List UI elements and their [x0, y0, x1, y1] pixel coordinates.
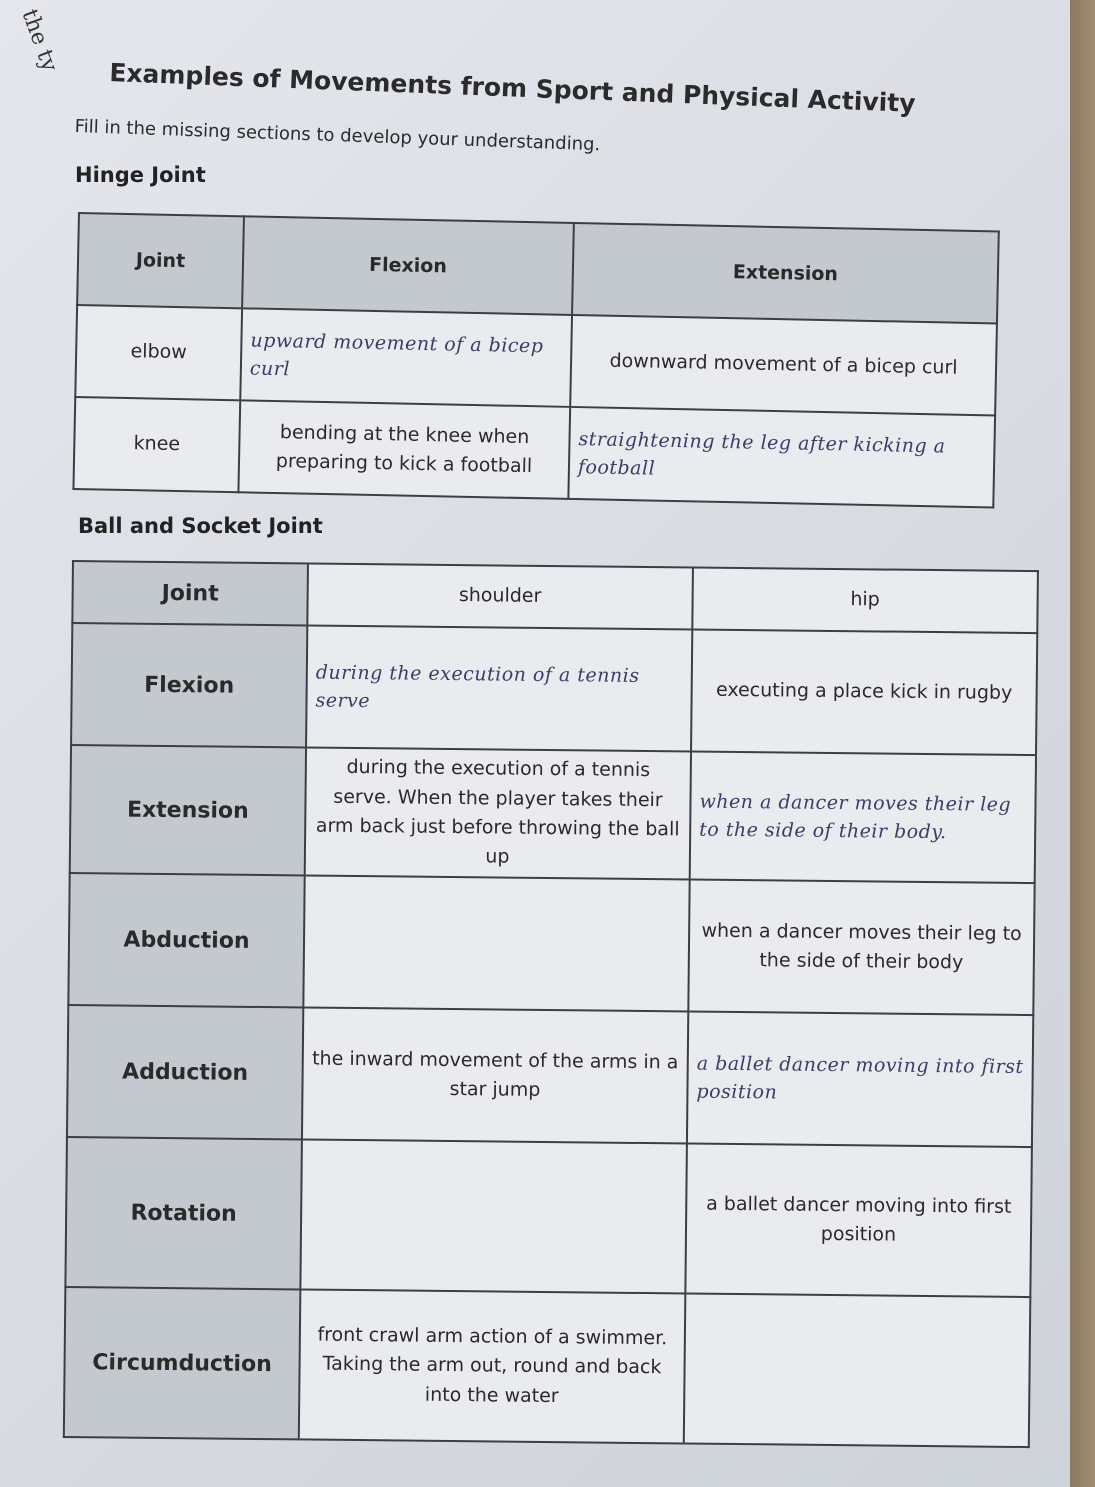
hinge-joint-heading: Hinge Joint: [75, 163, 206, 187]
movement-extension: Extension: [70, 745, 306, 875]
ball-socket-table: [63, 560, 1039, 1448]
shoulder-adduction: the inward movement of the arms in a star jump: [302, 1007, 688, 1143]
hinge-joint-elbow: elbow: [75, 305, 242, 400]
page-title: Examples of Movements from Sport and Physical Activity: [108, 58, 917, 118]
hinge-elbow-flexion-answer[interactable]: upward movement of a bicep curl: [240, 308, 572, 407]
hinge-joint-table: [72, 212, 999, 508]
movement-circumduction: Circumduction: [64, 1287, 301, 1439]
shoulder-rotation-answer[interactable]: [300, 1139, 687, 1293]
movement-adduction: Adduction: [67, 1005, 303, 1139]
ball-socket-heading: Ball and Socket Joint: [78, 514, 323, 538]
page-edge-background: [1070, 0, 1095, 1487]
hinge-joint-knee: knee: [73, 397, 240, 492]
shoulder-circumduction: front crawl arm action of a swimmer. Taking the arm out, round and back into the water: [299, 1289, 686, 1443]
hip-circumduction-answer[interactable]: [684, 1293, 1031, 1447]
movement-rotation: Rotation: [65, 1137, 302, 1289]
ball-header-shoulder: shoulder: [307, 563, 693, 629]
hip-extension-answer[interactable]: when a dancer moves their leg to the side of their body.: [690, 751, 1036, 883]
ball-header-hip: hip: [692, 568, 1038, 634]
hip-flexion: executing a place kick in rugby: [691, 629, 1037, 755]
movement-abduction: Abduction: [68, 873, 304, 1007]
hip-abduction: when a dancer moves their leg to the side of their body: [688, 879, 1034, 1015]
hinge-header-joint: Joint: [77, 213, 244, 308]
margin-scrawl: the ty: [16, 6, 62, 75]
shoulder-flexion-answer[interactable]: during the execution of a tennis serve: [306, 625, 692, 751]
shoulder-extension: during the execution of a tennis serve. When the player takes their arm back just before throwing the ball up: [305, 747, 691, 879]
movement-flexion: Flexion: [71, 623, 307, 747]
page-subtitle: Fill in the missing sections to develop your understanding.: [74, 116, 601, 156]
hinge-elbow-extension: downward movement of a bicep curl: [570, 315, 997, 416]
hip-adduction-answer[interactable]: a ballet dancer moving into first position: [687, 1011, 1033, 1147]
shoulder-abduction-answer[interactable]: [303, 875, 689, 1011]
ball-header-joint: Joint: [72, 561, 308, 625]
hinge-knee-flexion: bending at the knee when preparing to kick a football: [238, 400, 570, 499]
hinge-header-flexion: Flexion: [242, 216, 574, 315]
hip-rotation: a ballet dancer moving into first position: [685, 1143, 1032, 1297]
hinge-header-extension: Extension: [572, 223, 999, 324]
hinge-knee-extension-answer[interactable]: straightening the leg after kicking a football: [568, 407, 995, 508]
